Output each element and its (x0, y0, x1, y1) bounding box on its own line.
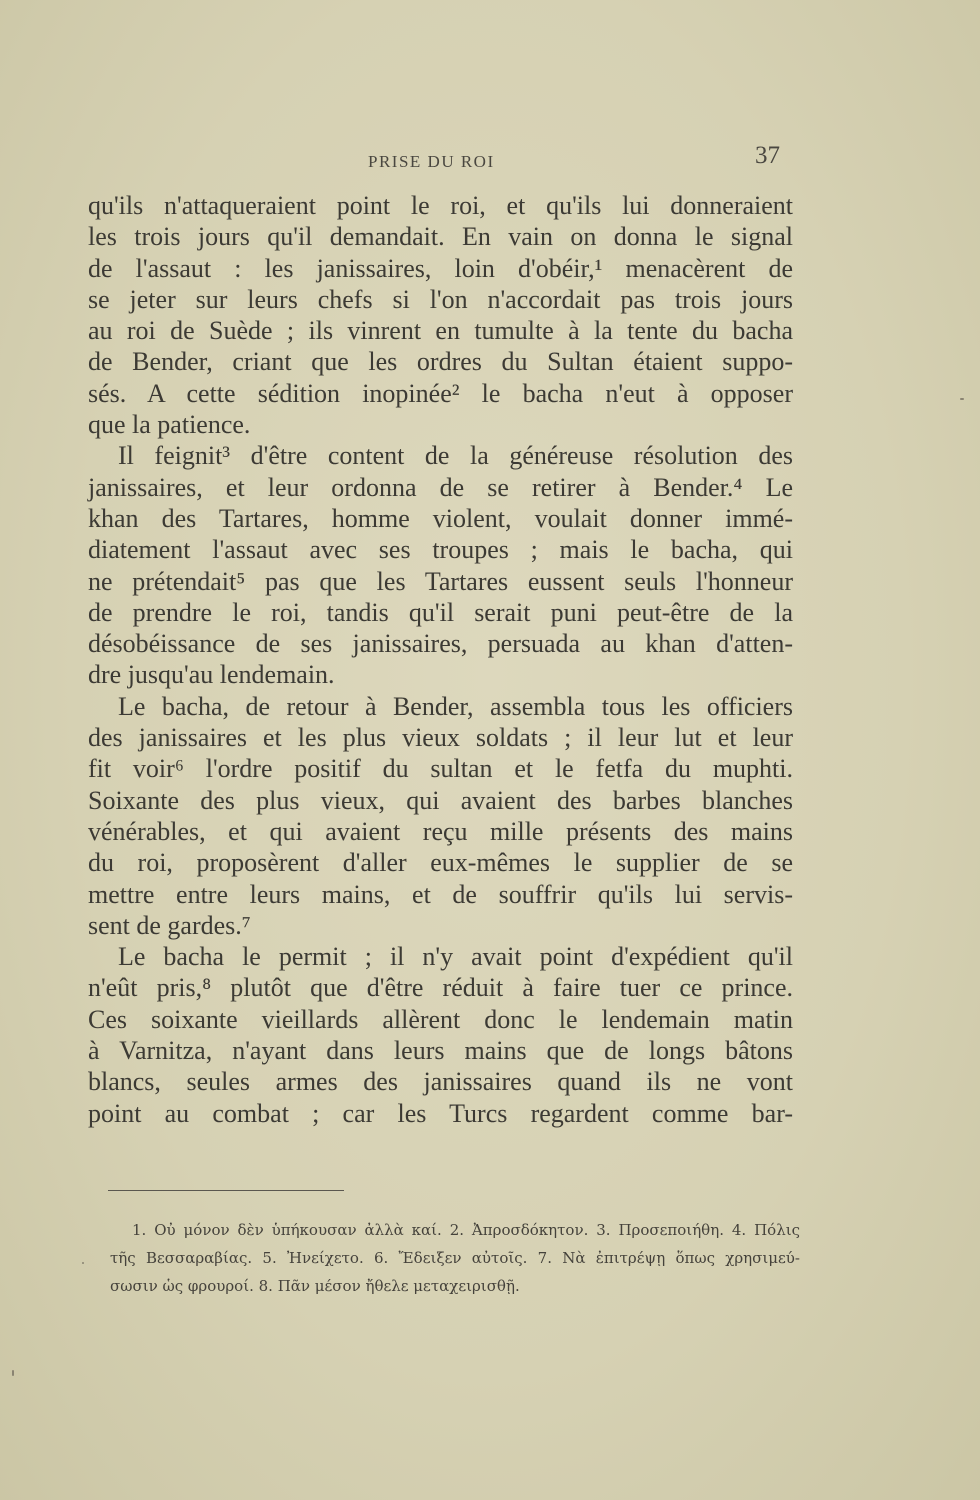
paper-speck (82, 1262, 84, 1264)
footnote-line: 1. Οὐ μόνον δὲν ὑπήκουσαν ἀλλὰ καί. 2. Ἀπροσδόκητον. 3. Προσεποιήθη. 4. Πόλις (132, 1221, 800, 1239)
text-line: n'eût pris,⁸ plutôt que d'être réduit à faire tuer ce prince. (88, 973, 793, 1003)
text-line: dre jusqu'au lendemain. (88, 660, 335, 690)
text-line: mettre entre leurs mains, et de souffrir qu'ils lui servis- (88, 879, 793, 909)
text-line: sés. A cette sédition inopinée² le bacha n'eut à opposer (88, 378, 793, 408)
text-line: janissaires, et leur ordonna de se retirer à Bender.⁴ Le (88, 472, 793, 502)
text-line: qu'ils n'attaqueraient point le roi, et qu'ils lui donneraient (88, 191, 793, 220)
text-line: que la patience. (88, 410, 251, 440)
text-line: diatement l'assaut avec ses troupes ; mais le bacha, qui (88, 535, 793, 565)
text-line: vénérables, et qui avaient reçu mille présents des mains (88, 816, 793, 846)
running-title: PRISE DU ROI (368, 152, 495, 171)
paper-speck (960, 398, 964, 400)
text-line: au roi de Suède ; ils vinrent en tumulte à la tente du bacha (88, 316, 793, 346)
text-line: de Bender, criant que les ordres du Sultan étaient suppo- (88, 347, 793, 377)
text-line: se jeter sur leurs chefs si l'on n'accordait pas trois jours (88, 284, 793, 314)
text-line: à Varnitza, n'ayant dans leurs mains que de longs bâtons (88, 1036, 793, 1066)
text-line: désobéissance de ses janissaires, persuada au khan d'atten- (88, 629, 793, 659)
text-line: Il feignit³ d'être content de la généreuse résolution des (118, 441, 793, 471)
text-line: les trois jours qu'il demandait. En vain on donna le signal (88, 222, 793, 252)
paper-speck (12, 1370, 14, 1376)
text-line: des janissaires et les plus vieux soldats ; il leur lut et leur (88, 723, 793, 753)
text-line: Ces soixante vieillards allèrent donc le lendemain matin (88, 1004, 793, 1034)
text-line: de l'assaut : les janissaires, loin d'obéir,¹ menacèrent de (88, 253, 793, 283)
footnote-line: σωσιν ὡς φρουροί. 8. Πᾶν μέσον ἤθελε μεταχειρισθῇ. (110, 1277, 520, 1295)
text-line: de prendre le roi, tandis qu'il serait puni peut-être de la (88, 597, 793, 627)
page-number: 37 (755, 142, 780, 169)
text-line: sent de gardes.⁷ (88, 910, 251, 940)
text-line: Soixante des plus vieux, qui avaient des barbes blanches (88, 785, 793, 815)
body-text (88, 190, 793, 1129)
text-line: ne prétendait⁵ pas que les Tartares eussent seuls l'honneur (88, 566, 793, 596)
footnotes (110, 1216, 800, 1300)
footnote-line: τῆς Βεσσαραβίας. 5. Ἠνείχετο. 6. Ἔδειξεν αὐτοῖς. 7. Νὰ ἐπιτρέψῃ ὅπως χρησιμεύ- (110, 1249, 800, 1267)
text-line: blancs, seules armes des janissaires quand ils ne vont (88, 1067, 793, 1097)
text-line: khan des Tartares, homme violent, voulait donner immé- (88, 503, 793, 533)
text-line: fit voir⁶ l'ordre positif du sultan et le fetfa du muphti. (88, 754, 793, 784)
text-line: Le bacha, de retour à Bender, assembla tous les officiers (118, 691, 793, 721)
page-header (0, 142, 980, 178)
footnote-rule (108, 1190, 344, 1191)
text-line: point au combat ; car les Turcs regardent comme bar- (88, 1098, 793, 1128)
text-line: Le bacha le permit ; il n'y avait point d'expédient qu'il (118, 942, 793, 972)
text-line: du roi, proposèrent d'aller eux-mêmes le supplier de se (88, 848, 793, 878)
